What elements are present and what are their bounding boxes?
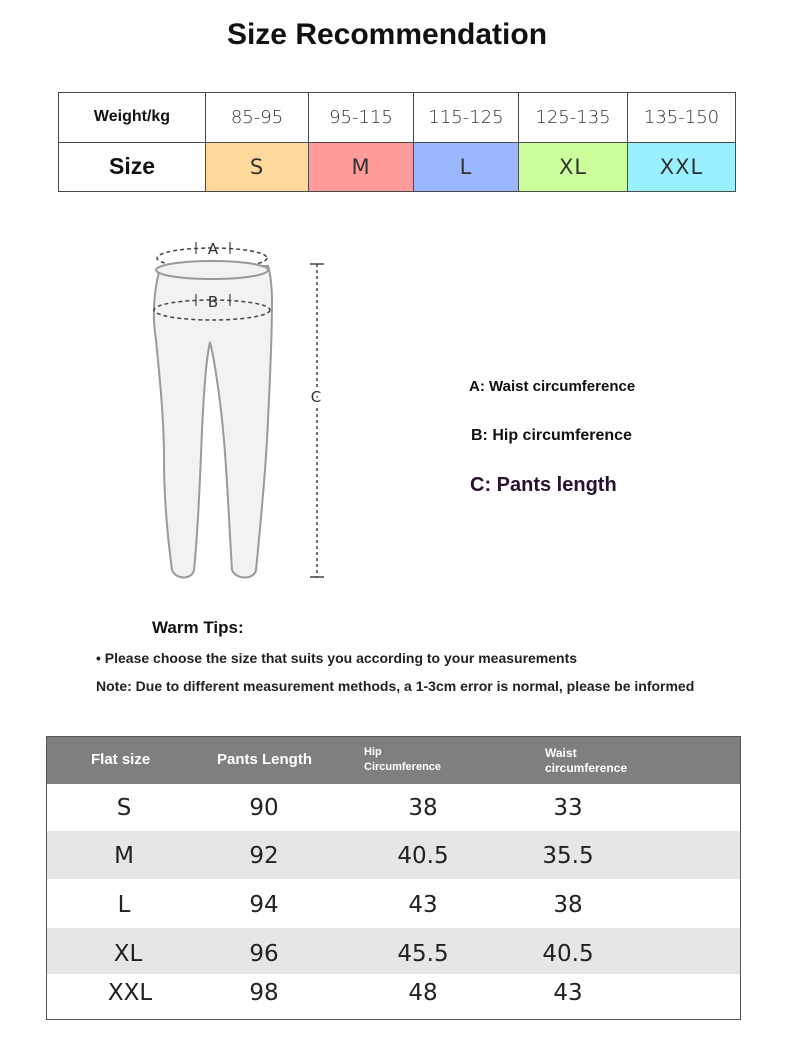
weight-cell: 115-125 [414, 93, 519, 143]
cell-waist: 40.5 [542, 941, 594, 967]
cell-waist: 43 [553, 980, 583, 1006]
page-title: Size Recommendation [226, 18, 548, 51]
header-pants-length: Pants Length [217, 751, 313, 768]
tips-title: Warm Tips: [152, 618, 244, 637]
legend-length: C: Pants length [470, 474, 617, 496]
label-a: A [207, 240, 219, 258]
legend-hip: B: Hip circumference [471, 427, 632, 444]
cell-size: XXL [107, 980, 153, 1006]
cell-size: XL [113, 941, 143, 967]
cell-length: 98 [249, 980, 279, 1006]
tip-line: • Please choose the size that suits you according to your measurements [96, 650, 578, 666]
header-hip-1: Hip [364, 746, 382, 758]
cell-hip: 43 [408, 892, 438, 918]
pants-diagram [140, 230, 340, 590]
cell-length: 96 [249, 941, 279, 967]
cell-size: S [116, 795, 132, 821]
table-row [47, 879, 740, 928]
waist-band [156, 261, 268, 279]
cell-length: 90 [249, 795, 279, 821]
label-b: B [207, 293, 219, 311]
cell-waist: 35.5 [542, 843, 594, 869]
header-hip-2: Circumference [364, 761, 442, 773]
weight-header: Weight/kg [59, 93, 206, 143]
table-row [47, 928, 740, 974]
cell-hip: 38 [408, 795, 438, 821]
cell-waist: 33 [553, 795, 583, 821]
header-waist-2: circumference [545, 761, 628, 775]
weight-row [59, 93, 736, 143]
flat-size-table [46, 736, 741, 1020]
size-header: Size [59, 142, 206, 192]
label-c: C [310, 388, 322, 406]
size-row [59, 142, 736, 192]
weight-cell: 125-135 [519, 93, 628, 143]
cell-length: 94 [249, 892, 279, 918]
table-row [47, 831, 740, 879]
tip-note: Note: Due to different measurement methods, a 1-3cm error is normal, please be informed [96, 678, 695, 694]
table-row [47, 974, 740, 1019]
weight-cell: 95-115 [309, 93, 414, 143]
cell-size: M [114, 843, 134, 869]
legend-waist: A: Waist circumference [469, 378, 636, 395]
size-cell: XL [519, 142, 628, 192]
cell-size: L [117, 892, 131, 918]
cell-waist: 38 [553, 892, 583, 918]
weight-cell: 85-95 [206, 93, 309, 143]
header-waist-1: Waist [545, 746, 577, 760]
size-cell: S [206, 142, 309, 192]
cell-hip: 40.5 [397, 843, 449, 869]
table-header [47, 737, 740, 784]
cell-hip: 48 [408, 980, 438, 1006]
size-cell: M [309, 142, 414, 192]
cell-length: 92 [249, 843, 279, 869]
weight-cell: 135-150 [628, 93, 736, 143]
table-row [47, 784, 740, 831]
size-cell: XXL [628, 142, 736, 192]
size-cell: L [414, 142, 519, 192]
size-recommendation-table [58, 92, 736, 192]
cell-hip: 45.5 [397, 941, 449, 967]
pants-outline [154, 266, 272, 578]
header-flat-size: Flat size [91, 751, 151, 768]
